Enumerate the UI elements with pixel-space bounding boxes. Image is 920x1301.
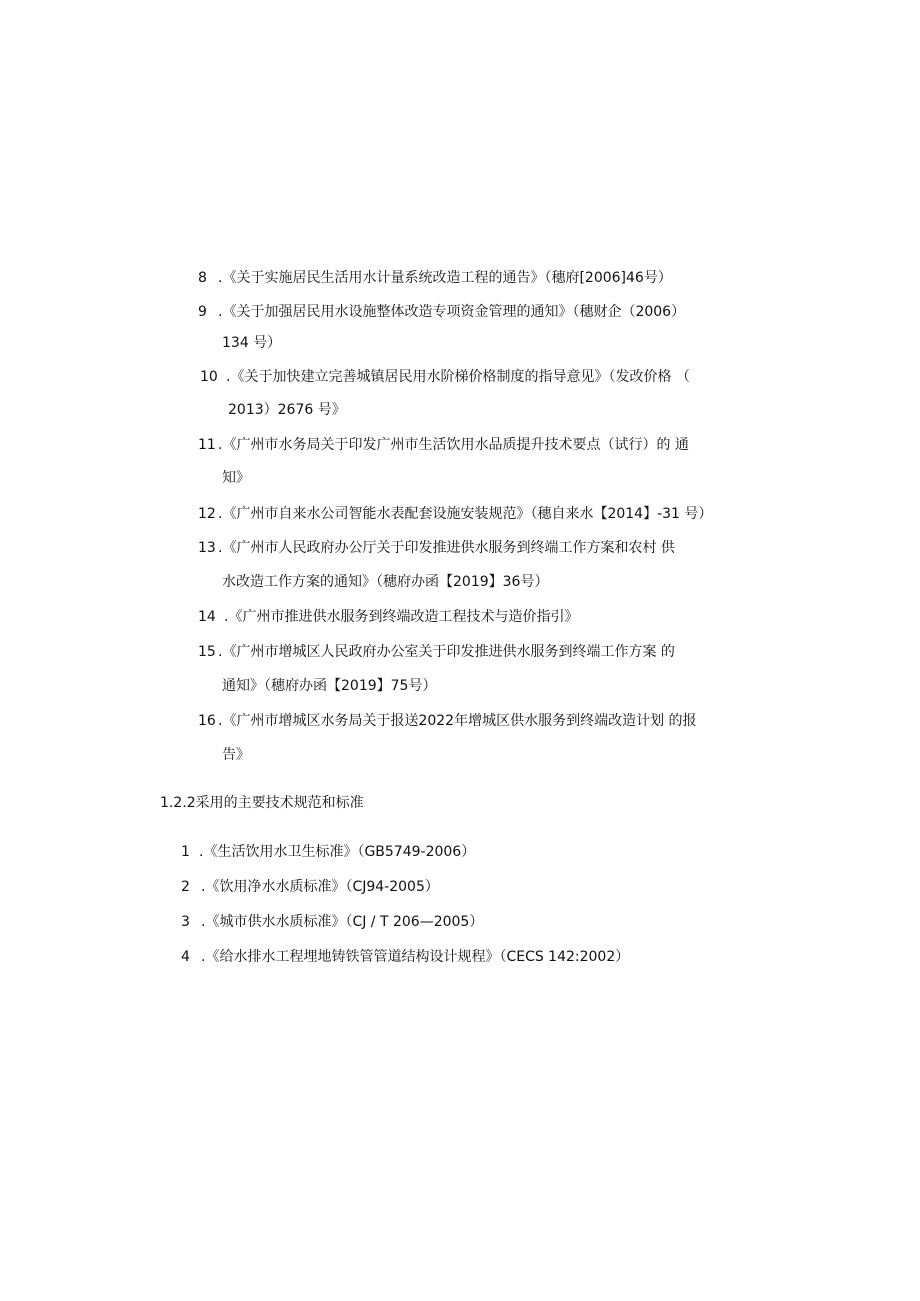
reference-item-14 [198, 607, 578, 627]
standard-item-2 [181, 877, 439, 897]
standard-text: .《饮用净水水质标准》（CJ94-2005） [201, 879, 439, 895]
reference-number: 15 [198, 644, 216, 660]
reference-number: 12 [198, 506, 216, 522]
reference-text: .《广州市水务局关于印发广州市生活饮用水品质提升技术要点（试行）的 通 [218, 437, 689, 453]
standard-text: .《城市供水水质标准》（CJ / T 206—2005） [201, 914, 484, 930]
standard-number: 3 [181, 914, 190, 930]
reference-item-16-continuation: 告》 [222, 747, 250, 763]
reference-number: 8 [198, 270, 207, 286]
reference-item-10-continuation: 2013）2676 号》 [228, 402, 346, 418]
reference-item-12 [198, 504, 712, 524]
reference-text: .《关于实施居民生活用水计量系统改造工程的通告》（穗府[2006]46号） [218, 270, 672, 286]
standard-item-3 [181, 912, 483, 932]
standard-item-1 [181, 842, 475, 862]
standard-text: .《给水排水工程埋地铸铁管管道结构设计规程》（CECS 142:2002） [201, 949, 630, 965]
reference-item-16 [198, 711, 697, 731]
reference-item-13-continuation: 水改造工作方案的通知》（穗府办函【2019】36号） [222, 574, 549, 590]
reference-text: .《广州市增城区水务局关于报送2022年增城区供水服务到终端改造计划 的报 [218, 713, 697, 729]
reference-number: 16 [198, 713, 216, 729]
reference-item-9-continuation: 134 号） [222, 335, 282, 351]
reference-number: 13 [198, 540, 216, 556]
reference-item-11 [198, 435, 689, 455]
reference-number: 11 [198, 437, 216, 453]
standard-item-4 [181, 947, 629, 967]
reference-item-10 [200, 367, 690, 387]
reference-text: .《关于加强居民用水设施整体改造专项资金管理的通知》（穗财企（2006） [218, 304, 686, 320]
reference-text: .《广州市自来水公司智能水表配套设施安装规范》（穗自来水【2014】-31 号） [218, 506, 713, 522]
reference-text: .《广州市推进供水服务到终端改造工程技术与造价指引》 [224, 609, 579, 625]
standard-number: 2 [181, 879, 190, 895]
standard-number: 4 [181, 949, 190, 965]
reference-text: .《广州市增城区人民政府办公室关于印发推进供水服务到终端工作方案 的 [218, 644, 675, 660]
reference-text: .《关于加快建立完善城镇居民用水阶梯价格制度的指导意见》（发改价格 （ [226, 369, 690, 385]
reference-text: .《广州市人民政府办公厅关于印发推进供水服务到终端工作方案和农村 供 [218, 540, 675, 556]
reference-number: 9 [198, 304, 207, 320]
reference-item-8 [198, 268, 672, 288]
reference-item-9 [198, 302, 685, 322]
standard-number: 1 [181, 844, 190, 860]
reference-number: 10 [200, 369, 218, 385]
reference-item-11-continuation: 知》 [222, 470, 250, 486]
reference-item-15 [198, 642, 675, 662]
reference-item-13 [198, 538, 675, 558]
reference-item-15-continuation: 通知》（穗府办函【2019】75号） [222, 678, 437, 694]
reference-number: 14 [198, 609, 216, 625]
section-heading: 1.2.2采用的主要技术规范和标准 [160, 795, 364, 811]
standard-text: .《生活饮用水卫生标准》（GB5749-2006） [199, 844, 476, 860]
